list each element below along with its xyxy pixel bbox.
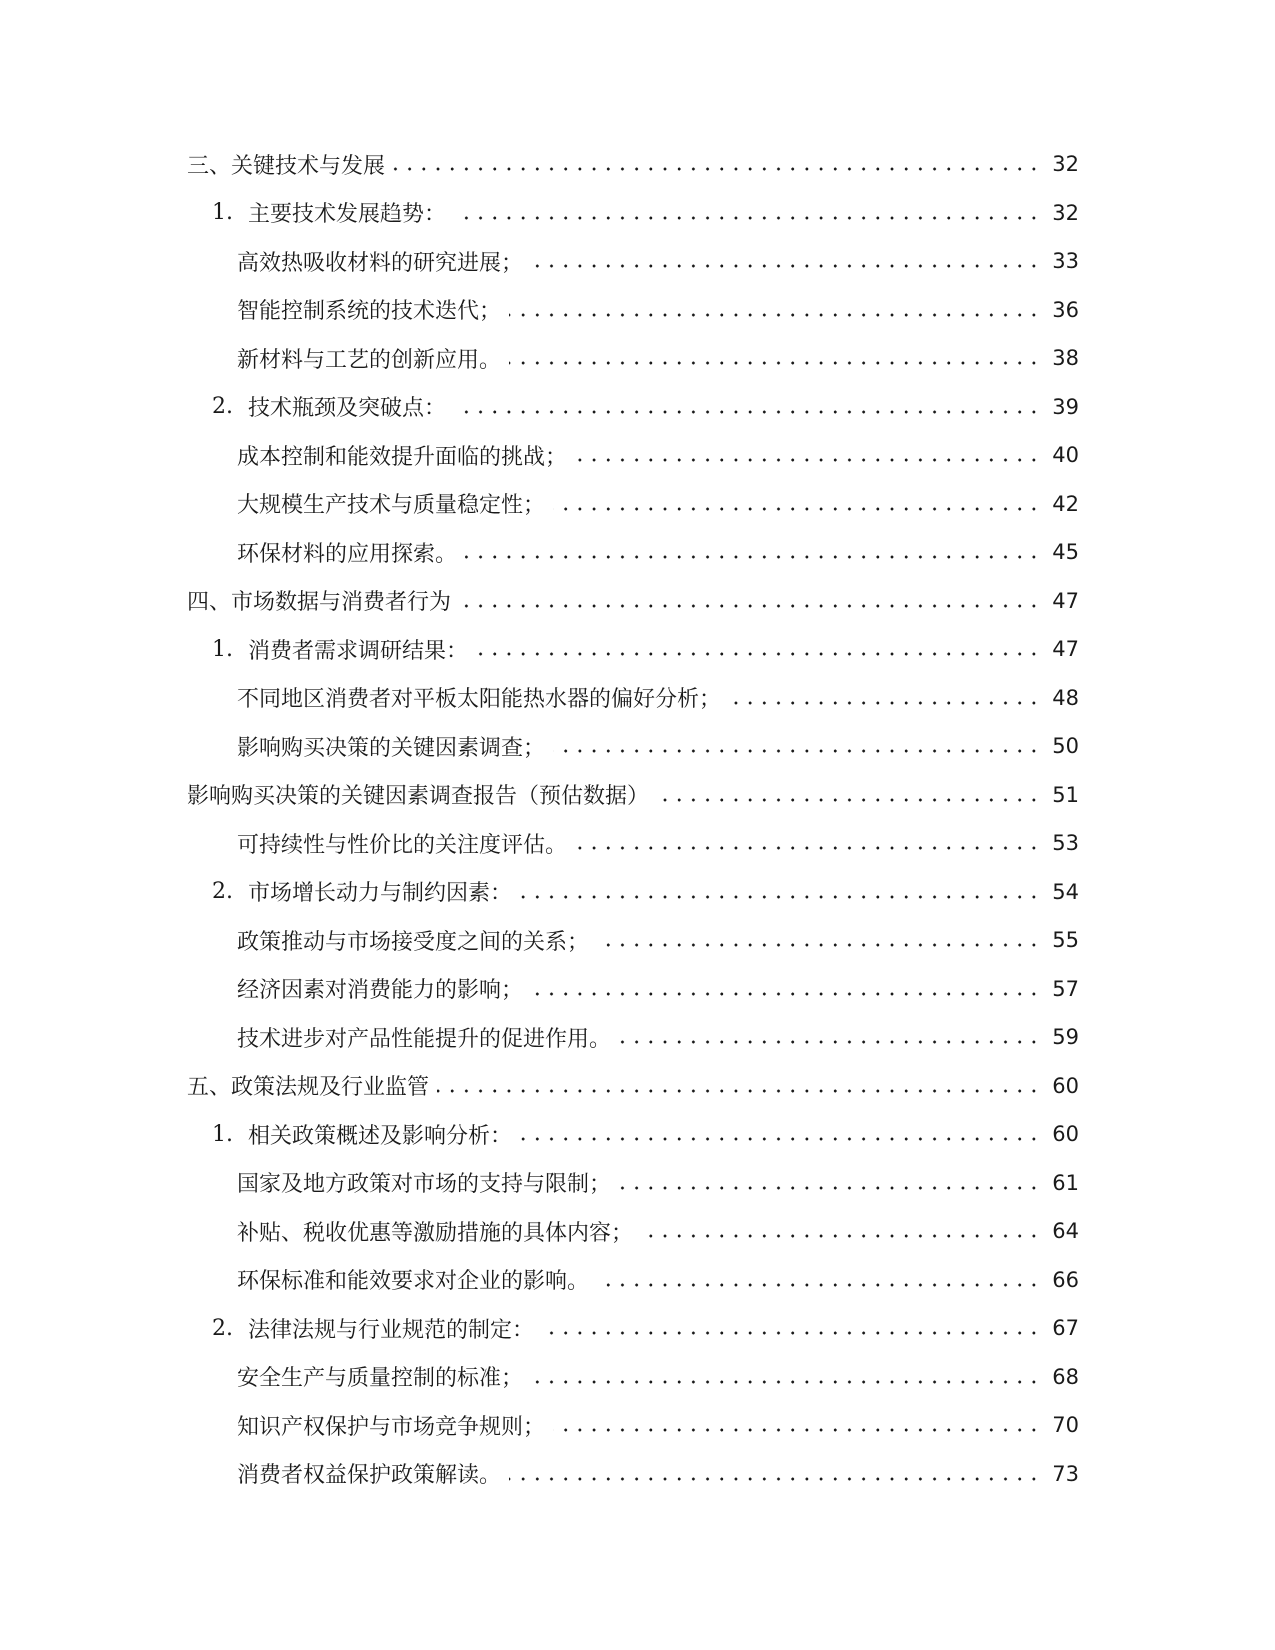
toc-entry-page: 59 [1052, 1025, 1079, 1050]
dot-leader [729, 700, 1041, 706]
toc-entry[interactable] [0, 140, 1275, 189]
toc-entry-title: 补贴、税收优惠等激励措施的具体内容； [237, 1220, 634, 1246]
toc-entry-title: 三、关键技术与发展 [187, 153, 386, 179]
toc-entry[interactable] [0, 1450, 1275, 1499]
toc-entry-number: 2. [212, 394, 233, 420]
toc-entry[interactable] [0, 334, 1275, 383]
toc-entry-page: 51 [1052, 782, 1079, 807]
toc-entry-title: 相关政策概述及影响分析： [248, 1123, 513, 1149]
dot-leader [509, 1476, 1041, 1482]
toc-entry-page: 32 [1052, 200, 1079, 225]
toc-entry-title: 可持续性与性价比的关注度评估。 [237, 832, 568, 858]
toc-entry-title: 高效热吸收材料的研究进展； [237, 250, 524, 276]
toc-entry-number: 2. [212, 879, 233, 905]
dot-leader [641, 1233, 1041, 1239]
dot-leader [553, 1427, 1041, 1433]
toc-entry-title: 技术瓶颈及突破点： [248, 396, 447, 422]
dot-leader [509, 360, 1041, 366]
toc-entry-title: 市场增长动力与制约因素： [248, 881, 513, 907]
dot-leader [575, 457, 1041, 463]
dot-leader [657, 797, 1041, 803]
toc-entry-title: 智能控制系统的技术迭代； [237, 299, 502, 325]
toc-entry-title: 知识产权保护与市场竞争规则； [237, 1414, 546, 1440]
table-of-contents [0, 140, 1275, 1498]
toc-entry-title: 经济因素对消费能力的影响； [237, 978, 524, 1004]
dot-leader [597, 1282, 1041, 1288]
toc-entry-page: 70 [1052, 1413, 1079, 1438]
toc-entry-title: 四、市场数据与消费者行为 [187, 590, 452, 616]
toc-entry-title: 不同地区消费者对平板太阳能热水器的偏好分析； [237, 687, 722, 713]
toc-entry[interactable] [0, 819, 1275, 868]
toc-entry[interactable] [0, 771, 1275, 820]
toc-entry[interactable] [0, 965, 1275, 1014]
dot-leader [575, 845, 1041, 851]
toc-entry[interactable] [0, 431, 1275, 480]
toc-entry[interactable] [0, 722, 1275, 771]
toc-entry-title: 五、政策法规及行业监管 [187, 1075, 430, 1101]
toc-entry-page: 38 [1052, 346, 1079, 371]
toc-entry-number: 2. [212, 1315, 233, 1341]
dot-leader [542, 1330, 1041, 1336]
toc-entry[interactable] [0, 1159, 1275, 1208]
dot-leader [520, 1136, 1041, 1142]
dot-leader [597, 942, 1041, 948]
dot-leader [454, 409, 1041, 415]
toc-entry[interactable] [0, 189, 1275, 238]
toc-entry-page: 47 [1052, 637, 1079, 662]
toc-entry-page: 50 [1052, 734, 1079, 759]
dot-leader [454, 215, 1041, 221]
toc-entry-page: 60 [1052, 1122, 1079, 1147]
toc-entry-page: 60 [1052, 1073, 1079, 1098]
toc-entry-page: 55 [1052, 928, 1079, 953]
toc-entry-title: 主要技术发展趋势： [248, 202, 447, 228]
toc-entry[interactable] [0, 916, 1275, 965]
toc-entry[interactable] [0, 383, 1275, 432]
toc-entry-page: 68 [1052, 1364, 1079, 1389]
toc-entry[interactable] [0, 1207, 1275, 1256]
toc-entry-number: 1. [212, 1121, 233, 1147]
toc-entry[interactable] [0, 674, 1275, 723]
toc-entry-title: 消费者权益保护政策解读。 [237, 1463, 502, 1489]
toc-entry-page: 45 [1052, 540, 1079, 565]
toc-entry-page: 32 [1052, 152, 1079, 177]
dot-leader [553, 506, 1041, 512]
toc-entry[interactable] [0, 480, 1275, 529]
dot-leader [520, 894, 1041, 900]
toc-entry-title: 法律法规与行业规范的制定： [248, 1317, 535, 1343]
toc-entry-page: 54 [1052, 879, 1079, 904]
toc-entry[interactable] [0, 237, 1275, 286]
toc-entry[interactable] [0, 1304, 1275, 1353]
toc-entry-page: 53 [1052, 831, 1079, 856]
toc-entry-number: 1. [212, 200, 233, 226]
dot-leader [553, 748, 1041, 754]
dot-leader [531, 1379, 1041, 1385]
dot-leader [619, 1185, 1041, 1191]
toc-entry-title: 环保材料的应用探索。 [237, 541, 458, 567]
toc-entry[interactable] [0, 528, 1275, 577]
toc-entry-page: 73 [1052, 1461, 1079, 1486]
toc-entry-title: 国家及地方政策对市场的支持与限制； [237, 1172, 612, 1198]
toc-entry-title: 政策推动与市场接受度之间的关系； [237, 929, 590, 955]
toc-entry[interactable] [0, 625, 1275, 674]
toc-entry-page: 47 [1052, 588, 1079, 613]
toc-entry[interactable] [0, 1401, 1275, 1450]
dot-leader [619, 1039, 1041, 1045]
dot-leader [465, 554, 1041, 560]
dot-leader [476, 651, 1041, 657]
toc-entry-title: 新材料与工艺的创新应用。 [237, 347, 502, 373]
dot-leader [509, 312, 1041, 318]
toc-entry[interactable] [0, 1013, 1275, 1062]
toc-entry-title: 大规模生产技术与质量稳定性； [237, 493, 546, 519]
toc-entry-title: 安全生产与质量控制的标准； [237, 1366, 524, 1392]
toc-entry-page: 66 [1052, 1267, 1079, 1292]
toc-entry-page: 36 [1052, 297, 1079, 322]
toc-entry[interactable] [0, 1353, 1275, 1402]
dot-leader [393, 166, 1041, 172]
toc-entry-title: 成本控制和能效提升面临的挑战； [237, 444, 568, 470]
toc-entry[interactable] [0, 1110, 1275, 1159]
toc-entry-page: 39 [1052, 394, 1079, 419]
toc-entry-page: 67 [1052, 1316, 1079, 1341]
toc-entry-title: 环保标准和能效要求对企业的影响。 [237, 1269, 590, 1295]
toc-entry-page: 61 [1052, 1170, 1079, 1195]
toc-entry-title: 技术进步对产品性能提升的促进作用。 [237, 1026, 612, 1052]
toc-entry[interactable] [0, 1256, 1275, 1305]
toc-entry-title: 影响购买决策的关键因素调查； [237, 735, 546, 761]
toc-entry-page: 57 [1052, 976, 1079, 1001]
toc-entry-page: 48 [1052, 685, 1079, 710]
dot-leader [531, 263, 1041, 269]
toc-entry[interactable] [0, 577, 1275, 626]
toc-entry[interactable] [0, 868, 1275, 917]
dot-leader [459, 603, 1041, 609]
toc-entry[interactable] [0, 286, 1275, 335]
toc-entry-page: 40 [1052, 443, 1079, 468]
toc-entry-title: 影响购买决策的关键因素调查报告（预估数据） [187, 784, 650, 810]
dot-leader [437, 1088, 1041, 1094]
toc-entry-title: 消费者需求调研结果： [248, 638, 469, 664]
toc-entry-number: 1. [212, 636, 233, 662]
toc-entry[interactable] [0, 1062, 1275, 1111]
toc-entry-page: 33 [1052, 249, 1079, 274]
dot-leader [531, 991, 1041, 997]
toc-entry-page: 64 [1052, 1219, 1079, 1244]
toc-entry-page: 42 [1052, 491, 1079, 516]
